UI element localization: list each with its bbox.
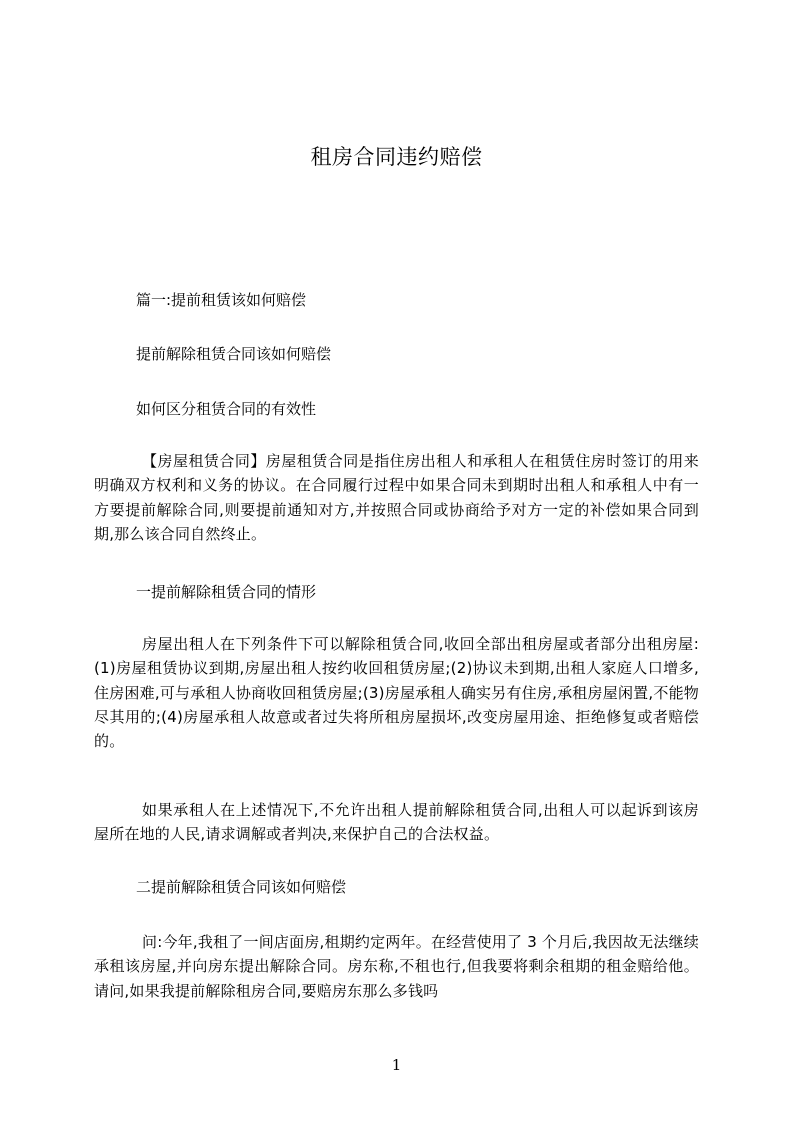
section-heading-compensation: 二提前解除租赁合同该如何赔偿	[136, 878, 347, 896]
section-heading-early-termination: 提前解除租赁合同该如何赔偿	[136, 345, 332, 363]
section-heading-validity: 如何区分租赁合同的有效性	[136, 400, 317, 418]
section-heading-termination-cases: 一提前解除租赁合同的情形	[136, 583, 317, 601]
paragraph-lease-definition: 【房屋租赁合同】房屋租赁合同是指住房出租人和承租人在租赁住房时签订的用来明确双方权利和义务的协议。在合同履行过程中如果合同未到期时出租人和承租人中有一方要提前解除合同,则要提前通知对方,并按照合同或协商给予对方一定的补偿如果合同到期,那么该合同自然终止。	[94, 452, 699, 543]
paragraph-lawsuit-option: 如果承租人在上述情况下,不允许出租人提前解除租赁合同,出租人可以起诉到该房屋所在地的人民,请求调解或者判决,来保护自己的合法权益。	[94, 801, 699, 844]
paragraph-question: 问:今年,我租了一间店面房,租期约定两年。在经营使用了 3 个月后,我因故无法继续承租该房屋,并向房东提出解除合同。房东称,不租也行,但我要将剩余租期的租金赔给他。请问,如果我提前解除租房合同,要赔房东那么多钱吗	[94, 933, 699, 1000]
paragraph-termination-conditions: 房屋出租人在下列条件下可以解除租赁合同,收回全部出租房屋或者部分出租房屋:(1)房屋租赁协议到期,房屋出租人按约收回租赁房屋;(2)协议未到期,出租人家庭人口增多,住房困难,可与承租人协商收回租赁房屋;(3)房屋承租人确实另有住房,承租房屋闲置,不能物尽其用的;(4)房屋承租人故意或者过失将所租房屋损坏,改变房屋用途、拒绝修复或者赔偿的。	[94, 635, 699, 751]
document-title: 租房合同违约赔偿	[310, 145, 483, 169]
page-number: 1	[391, 1056, 402, 1074]
section-heading-part-one: 篇一:提前租赁该如何赔偿	[136, 291, 307, 309]
